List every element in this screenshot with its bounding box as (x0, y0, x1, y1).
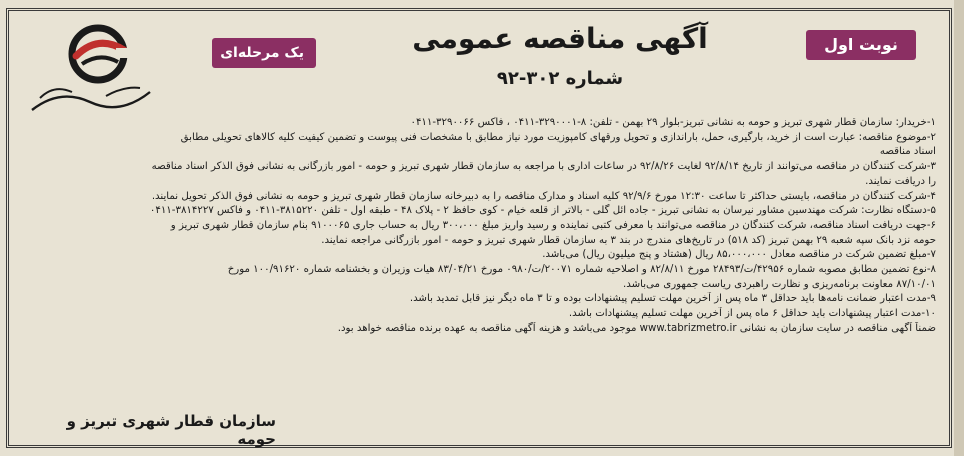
body-line-6: ۴-شرکت کنندگان در مناقصه، بایستی حداکثر تا ساعت ۱۲:۳۰ مورخ ۹۲/۹/۶ کلیه اسناد و مدارک مناقصه را به دبیرخانه سازمان قطار شهری تبریز و حومه به نشانی فوق الذکر تحویل نمایند. (151, 190, 936, 202)
body-line-10: ۷-مبلغ تضمین شرکت در مناقصه معادل ۸۵،۰۰۰،۰۰۰ ریال (هشتاد و پنج میلیون ریال) می‌باشد. (542, 249, 936, 261)
body-line-3: اسناد مناقصه (879, 146, 936, 158)
single-stage-badge: یک مرحله‌ای (212, 38, 316, 68)
body-line-8: ۶-جهت دریافت اسناد مناقصه، شرکت کنندگان در مناقصه می‌توانند با معرفی کتبی نماینده و رسید واریز مبلغ ۳۰۰،۰۰۰ ریال به حساب جاری ۹۱۰۰۰۶۵ بنام سازمان قطار شهری تبریز و (170, 219, 936, 231)
body-line-4: ۳-شرکت کنندگان در مناقصه می‌توانند از تاریخ ۹۲/۸/۱۴ لغایت ۹۲/۸/۲۶ در ساعات اداری با مراجعه به سازمان قطار شهری تبریز و حومه - امور بازرگانی به نشانی فوق الذکر اسناد مناقصه (151, 161, 936, 173)
body-line-7: ۵-دستگاه نظارت: شرکت مهندسین مشاور نیرسان به نشانی تبریز - جاده ائل گلی - بالاتر از قلعه خیام - کوی حافظ ۲ - پلاک ۴۸ - طبقه اول - تلفن ۳۸۱۵۲۲۰-۰۴۱۱ و فاکس ۳۸۱۴۲۲۷-۰۴۱۱ (149, 205, 936, 217)
tender-number: شماره ۳۰۲-۹۲ (496, 68, 624, 89)
body-line-14: ۱۰-مدت اعتبار پیشنهادات باید حداقل ۶ ماه پس از آخرین مهلت تسلیم پیشنهادات باشد. (568, 308, 936, 320)
organization-signature: سازمان قطار شهری تبریز و حومه (66, 412, 276, 448)
body-line-13: ۹-مدت اعتبار ضمانت نامه‌ها باید حداقل ۳ ماه پس از آخرین مهلت تسلیم پیشنهادات بوده و تا ۳ ماه دیگر نیز قابل تمدید باشد. (409, 293, 936, 305)
body-line-5: را دریافت نمایند. (865, 175, 936, 187)
body-line-9: حومه نزد بانک سپه شعبه ۲۹ بهمن تبریز (کد ۵۱۸) در تاریخ‌های مندرج در بند ۳ به سازمان قطار شهری تبریز و حومه - امور بازرگانی مراجعه نمایند. (321, 234, 936, 246)
page-title: آگهی مناقصه عمومی (412, 22, 708, 55)
page-edge (954, 0, 964, 456)
first-round-badge: نوبت اول (806, 30, 916, 60)
tender-body (28, 116, 936, 337)
body-line-11: ۸-نوع تضمین مطابق مصوبه شماره ۴۲۹۵۶/ت/۲۸۴۹۳ مورخ ۸۲/۸/۱۱ و اصلاحیه شماره ۲۰۰۷۱/ت/۰۹۸۰ مورخ ۸۳/۰۴/۲۱ هیات وزیران و بخشنامه شماره ۱۰۰/۹۱۶۲۰ مورخ (227, 264, 936, 276)
body-line-15: ضمناً آگهی مناقصه در سایت سازمان به نشانی www.tabrizmetro.ir موجود می‌باشد و هزینه آگهی مناقصه به عهده برنده مناقصه خواهد بود. (337, 322, 936, 334)
body-line-12: ۸۷/۱۰/۰۱ معاونت برنامه‌ریزی و نظارت راهبردی ریاست جمهوری می‌باشد. (622, 278, 936, 290)
metro-logo-icon (20, 18, 160, 118)
body-line-1: ۱-خریدار: سازمان قطار شهری تبریز و حومه به نشانی تبریز-بلوار ۲۹ بهمن - تلفن: ۸-۳۲۹۰۰۰۱-۰۴۱۱ ، فاکس ۳۲۹۰۰۶۶-۰۴۱۱ (410, 117, 936, 128)
body-line-2: ۲-موضوع مناقصه: عبارت است از خرید، بارگیری، حمل، باراندازی و تحویل ورقهای کامپوزیت مورد نیاز مطابق با مشخصات فنی پیوست و تضمین کیفیت کلیه کالاهای تحویلی مطابق (180, 131, 936, 143)
